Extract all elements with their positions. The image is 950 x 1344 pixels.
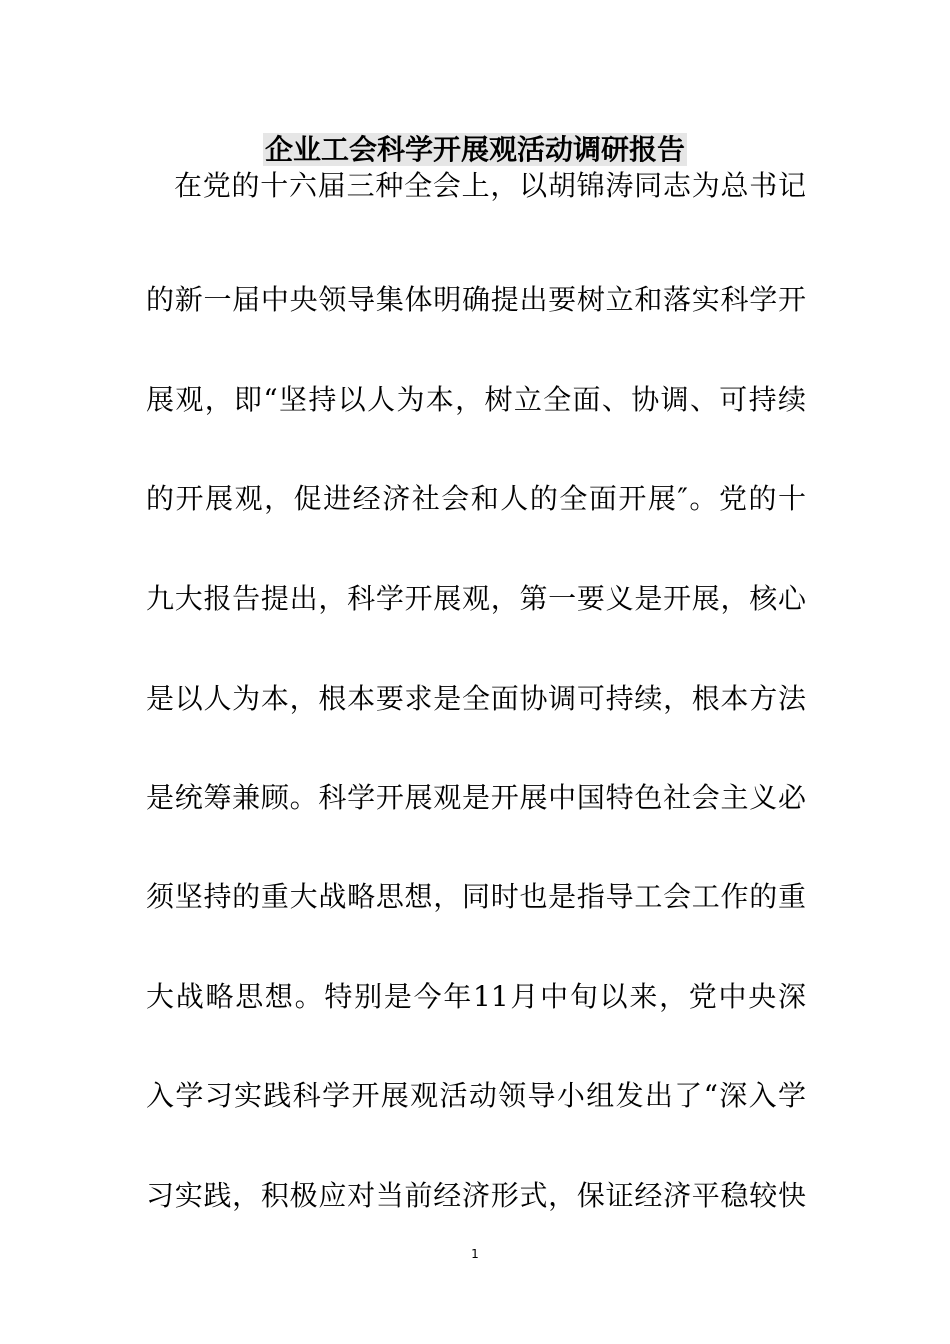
body-line-7: 是统筹兼顾。科学开展观是开展中国特色社会主义必	[146, 781, 806, 814]
body-line-5: 九大报告提出，科学开展观，第一要义是开展，核心	[146, 582, 806, 615]
page-number: 1	[471, 1247, 479, 1261]
body-line-8: 须坚持的重大战略思想，同时也是指导工会工作的重	[146, 880, 806, 913]
body-line-10: 入学习实践科学开展观活动领导小组发出了“深入学	[146, 1079, 806, 1112]
body-line-11: 习实践，积极应对当前经济形式，保证经济平稳较快	[146, 1179, 806, 1212]
body-line-1: 在党的十六届三种全会上，以胡锦涛同志为总书记	[174, 169, 806, 202]
document-title	[0, 131, 950, 169]
body-line-4: 的开展观，促进经济社会和人的全面开展″。党的十	[146, 482, 806, 515]
body-line-9: 大战略思想。特别是今年11月中旬以来，党中央深	[146, 980, 806, 1013]
body-line-2: 的新一届中央领导集体明确提出要树立和落实科学开	[146, 283, 806, 316]
document-title-text: 企业工会科学开展观活动调研报告	[264, 133, 685, 166]
body-line-6: 是以人为本，根本要求是全面协调可持续，根本方法	[146, 682, 806, 715]
body-line-3: 展观，即“坚持以人为本，树立全面、协调、可持续	[146, 383, 806, 416]
